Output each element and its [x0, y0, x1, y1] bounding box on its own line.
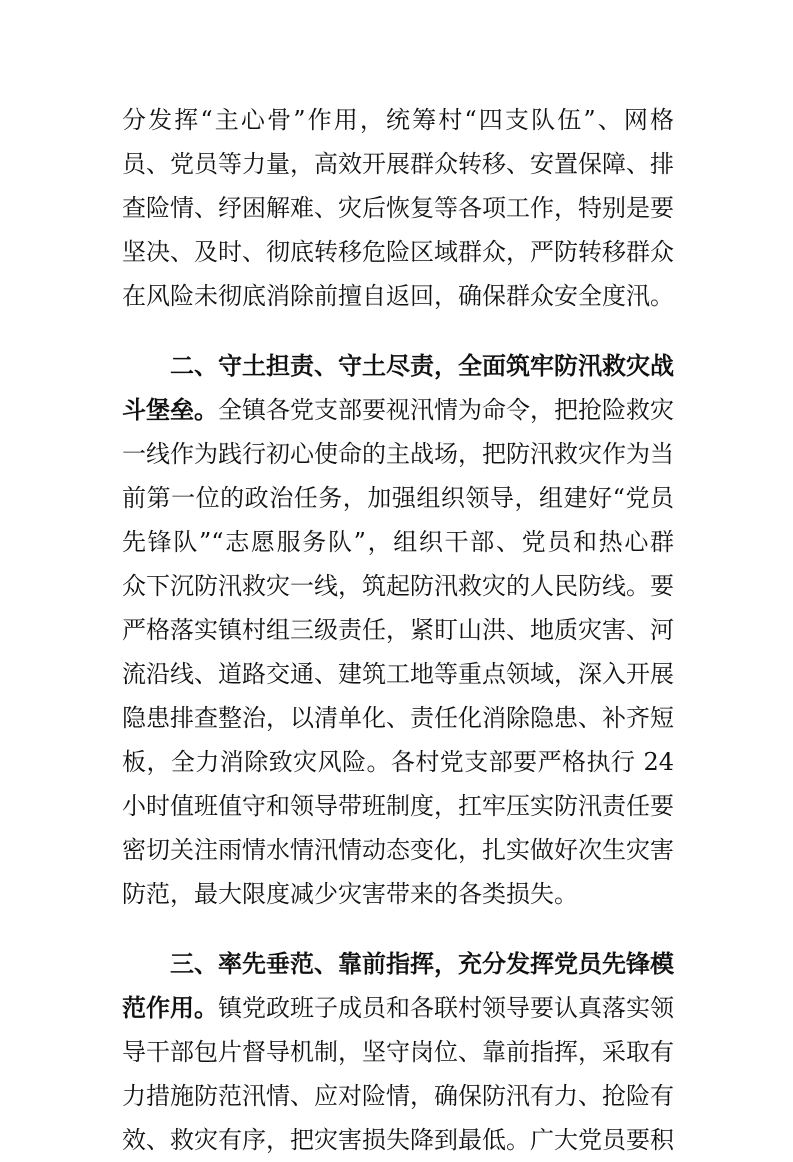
text-line — [122, 986, 674, 1030]
body-text: 在风险未彻底消除前擅自返回，确保群众安全度汛。 — [122, 282, 674, 310]
text-line — [122, 432, 674, 476]
bold-heading-text: 三、率先垂范、靠前指挥，充分发挥党员先锋模 — [122, 949, 674, 978]
text-line — [122, 476, 674, 520]
text-line — [122, 740, 674, 784]
body-text: 分发挥“主心骨”作用，统筹村“四支队伍”、网格 — [122, 106, 674, 134]
body-text: 先锋队”“志愿服务队”，组织干部、党员和热心群 — [122, 528, 674, 556]
text-line — [122, 942, 674, 986]
body-text: 员、党员等力量，高效开展群众转移、安置保障、排 — [122, 150, 674, 178]
body-text: 流沿线、道路交通、建筑工地等重点领域，深入开展 — [122, 660, 674, 688]
paragraph-gap — [122, 318, 674, 344]
bold-heading-text: 斗堡垒。 — [122, 395, 218, 424]
body-text: 效、救灾有序，把灾害损失降到最低。广大党员要积 — [122, 1126, 674, 1154]
body-text: 板，全力消除致灾风险。各村党支部要严格执行 24 — [122, 748, 674, 776]
body-text: 力措施防范汛情、应对险情，确保防汛有力、抢险有 — [122, 1082, 674, 1110]
body-text: 隐患排查整治，以清单化、责任化消除隐患、补齐短 — [122, 704, 674, 732]
body-text: 严格落实镇村组三级责任，紧盯山洪、地质灾害、河 — [122, 616, 674, 644]
text-line — [122, 652, 674, 696]
text-line — [122, 872, 674, 916]
text-line — [122, 1074, 674, 1118]
body-text: 导干部包片督导机制，坚守岗位、靠前指挥，采取有 — [122, 1038, 674, 1066]
text-line — [122, 98, 674, 142]
bold-heading-text: 范作用。 — [122, 993, 218, 1022]
text-line — [122, 608, 674, 652]
text-line — [122, 828, 674, 872]
body-text: 一线作为践行初心使命的主战场，把防汛救灾作为当 — [122, 440, 674, 468]
text-line — [122, 520, 674, 564]
body-text: 坚决、及时、彻底转移危险区域群众，严防转移群众 — [122, 238, 674, 266]
body-text: 众下沉防汛救灾一线，筑起防汛救灾的人民防线。要 — [122, 572, 674, 600]
paragraph-gap — [122, 916, 674, 942]
body-text: 前第一位的政治任务，加强组织领导，组建好“党员 — [122, 484, 674, 512]
text-line — [122, 784, 674, 828]
text-line — [122, 1118, 674, 1162]
text-line — [122, 274, 674, 318]
text-line — [122, 142, 674, 186]
text-line — [122, 696, 674, 740]
body-text: 全镇各党支部要视汛情为命令，把抢险救灾 — [218, 396, 674, 424]
body-text: 防范，最大限度减少灾害带来的各类损失。 — [122, 880, 578, 908]
text-line — [122, 1030, 674, 1074]
body-text: 密切关注雨情水情汛情动态变化，扎实做好次生灾害 — [122, 836, 674, 864]
text-line — [122, 230, 674, 274]
body-text: 小时值班值守和领导带班制度，扛牢压实防汛责任要 — [122, 792, 674, 820]
text-line — [122, 186, 674, 230]
body-text: 查险情、纾困解难、灾后恢复等各项工作，特别是要 — [122, 194, 674, 222]
text-line — [122, 344, 674, 388]
document-body — [122, 98, 674, 1162]
text-line — [122, 564, 674, 608]
bold-heading-text: 二、守土担责、守土尽责，全面筑牢防汛救灾战 — [122, 351, 674, 380]
body-text: 镇党政班子成员和各联村领导要认真落实领 — [218, 994, 674, 1022]
text-line — [122, 388, 674, 432]
